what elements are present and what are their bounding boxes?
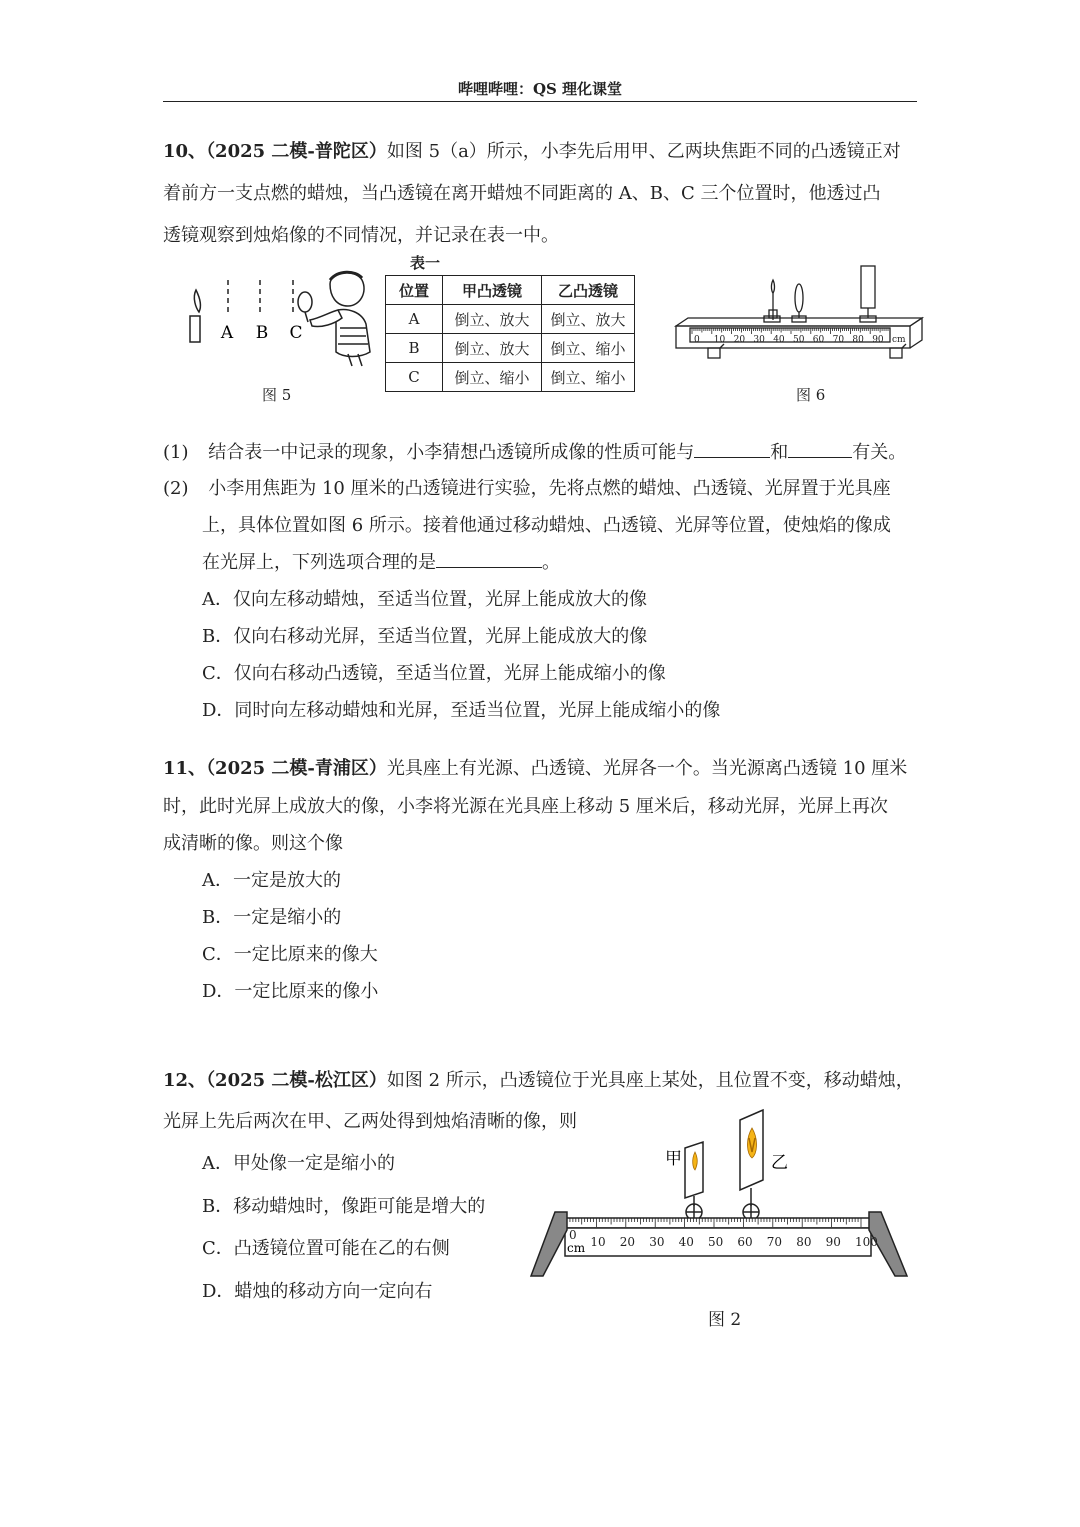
q12-option-c[interactable]: C．凸透镜位置可能在乙的右侧 (202, 1238, 450, 1259)
table1 (385, 275, 635, 392)
q10-sub2-text-3a: 在光屏上，下列选项合理的是 (202, 552, 436, 573)
fig5-caption: 图 5 (262, 386, 292, 404)
table-row (386, 305, 635, 334)
table-cell: 倒立、缩小 (443, 363, 542, 392)
q11-text-1: 光具座上有光源、凸透镜、光屏各一个。当光源离凸透镜 10 厘米 (386, 758, 908, 779)
fig2-ruler-label: 60 (737, 1235, 753, 1249)
fig6-ruler-label: 80 (852, 335, 864, 345)
fig5-label-b: B (255, 323, 269, 343)
table1-header-cell: 乙凸透镜 (542, 276, 635, 305)
q12-line2: 光屏上先后两次在甲、乙两处得到烛焰清晰的像，则 (163, 1111, 577, 1132)
fig2-ruler-label: 30 (649, 1235, 665, 1249)
table-cell: 倒立、缩小 (542, 363, 635, 392)
fig2-ruler-label: 40 (678, 1235, 694, 1249)
q10-line3: 透镜观察到烛焰像的不同情况，并记录在表一中。 (163, 225, 559, 246)
table-cell: 倒立、放大 (443, 305, 542, 334)
q12-line1 (163, 1060, 914, 1102)
q10-sub2-label: (2) (163, 478, 189, 499)
q11-option-a[interactable]: A．一定是放大的 (202, 870, 341, 891)
fig6-ruler-label: 70 (832, 335, 845, 345)
q10-sub2-line1 (163, 468, 891, 510)
fig2-ruler-label: 80 (796, 1235, 812, 1249)
fig6-ruler-label: cm (892, 335, 906, 345)
q10-sub2-line2: 上，具体位置如图 6 所示。接着他通过移动蜡烛、凸透镜、光屏等位置，使烛焰的像成 (202, 515, 891, 536)
q12-option-a[interactable]: A．甲处像一定是缩小的 (202, 1153, 395, 1174)
table-cell: 倒立、放大 (542, 305, 635, 334)
q10-sub2-text-1: 小李用焦距为 10 厘米的凸透镜进行实验，先将点燃的蜡烛、凸透镜、光屏置于光具座 (208, 478, 891, 499)
q10-option-c[interactable]: C．仅向右移动凸透镜，至适当位置，光屏上能成缩小的像 (202, 663, 666, 684)
table1-header-cell: 位置 (386, 276, 443, 305)
candle-icon (190, 316, 200, 342)
q12-text-1: 如图 2 所示，凸透镜位于光具座上某处，且位置不变，移动蜡烛， (386, 1070, 914, 1091)
fig5-label-c: C (289, 323, 303, 343)
table-cell: 倒立、放大 (443, 334, 542, 363)
fig2-unit: cm (567, 1241, 586, 1255)
q11-option-b[interactable]: B．一定是缩小的 (202, 907, 342, 928)
q11-line2: 时，此时光屏上成放大的像，小李将光源在光具座上移动 5 厘米后，移动光屏，光屏上再次 (163, 796, 888, 817)
answer-blank-2[interactable] (788, 437, 852, 458)
table1-header-cell: 甲凸透镜 (443, 276, 542, 305)
q10-sub1-text-b: 和 (770, 442, 789, 463)
fig2-ruler-label: 0 (569, 1228, 577, 1242)
q12-option-d[interactable]: D．蜡烛的移动方向一定向右 (202, 1281, 433, 1302)
fig2-ruler-label: 50 (708, 1235, 724, 1249)
fig6-ruler-label: 0 (694, 335, 700, 345)
table-row (386, 334, 635, 363)
fig2-ruler-label: 100 (855, 1235, 878, 1249)
fig6-ruler (692, 328, 890, 334)
fig6-ruler-label: 60 (812, 335, 825, 345)
table-cell: A (386, 305, 443, 334)
table1-title: 表一 (410, 254, 441, 272)
fig2-ruler-label: 90 (825, 1235, 841, 1249)
convex-lens-icon (795, 284, 803, 312)
fig6-ruler-label: 90 (872, 335, 884, 345)
q11-option-d[interactable]: D．一定比原来的像小 (202, 981, 379, 1002)
fig2-ruler-label: 10 (590, 1235, 606, 1249)
fig2-caption: 图 2 (708, 1310, 742, 1330)
candle-flame-icon (194, 290, 200, 312)
q10-sub2-line3 (202, 542, 560, 584)
q11-option-c[interactable]: C．一定比原来的像大 (202, 944, 378, 965)
table-cell: 倒立、缩小 (542, 334, 635, 363)
q10-option-d[interactable]: D．同时向左移动蜡烛和光屏，至适当位置，光屏上能成缩小的像 (202, 700, 721, 721)
screen-jia-icon (685, 1142, 703, 1198)
q10-number: 10、 (163, 141, 207, 162)
q10-sub2-text-3b: 。 (542, 552, 560, 573)
q10-sub1-text-c: 有关。 (852, 442, 907, 463)
q11-line3: 成清晰的像。则这个像 (163, 833, 343, 854)
q11-line1 (163, 748, 907, 790)
q11-number: 11、 (163, 758, 207, 779)
q12-option-b[interactable]: B．移动蜡烛时，像距可能是增大的 (202, 1196, 486, 1217)
q10-option-b[interactable]: B．仅向右移动光屏，至适当位置，光屏上能成放大的像 (202, 626, 648, 647)
figure-5 (180, 262, 380, 372)
table-cell: B (386, 334, 443, 363)
q10-sub1-text-a: 结合表一中记录的现象，小李猜想凸透镜所成像的性质可能与 (208, 442, 695, 463)
candle-flame-icon (771, 280, 774, 293)
q10-text-1: 如图 5（a）所示，小李先后用甲、乙两块焦距不同的凸透镜正对 (386, 141, 901, 162)
fig6-ruler-label: 30 (753, 335, 765, 345)
page-header: 哔哩哔哩：QS 理化课堂 (457, 80, 623, 98)
table-row (386, 363, 635, 392)
q10-sub1-label: (1) (163, 442, 189, 463)
fig6-ruler-label: 50 (793, 335, 805, 345)
q10-source: （2025 二模-普陀区） (206, 141, 387, 162)
person-with-lens-icon (298, 272, 370, 366)
table-cell: C (386, 363, 443, 392)
figure-2 (525, 1100, 915, 1290)
q10-line1 (163, 131, 901, 173)
q12-number: 12、 (163, 1070, 207, 1091)
fig2-ruler-label: 20 (619, 1235, 636, 1249)
fig6-ruler-label: 40 (773, 335, 785, 345)
answer-blank-1[interactable] (694, 437, 770, 458)
q11-source: （2025 二模-青浦区） (206, 758, 387, 779)
q12-source: （2025 二模-松江区） (206, 1070, 387, 1091)
fig2-ruler-label: 70 (766, 1235, 783, 1249)
q10-line2: 着前方一支点燃的蜡烛，当凸透镜在离开蜡烛不同距离的 A、B、C 三个位置时，他透过凸 (163, 183, 881, 204)
q10-option-a[interactable]: A．仅向左移动蜡烛，至适当位置，光屏上能成放大的像 (202, 589, 647, 610)
fig6-ruler-labels (694, 335, 906, 345)
fig6-ruler-label: 20 (733, 335, 746, 345)
label-jia: 甲 (665, 1149, 682, 1169)
answer-blank-3[interactable] (436, 547, 542, 568)
figure-6 (672, 262, 927, 372)
fig6-caption: 图 6 (796, 386, 826, 404)
header-rule (163, 101, 917, 102)
table1-header-row (386, 276, 635, 305)
light-screen-icon (861, 266, 875, 308)
fig5-label-a: A (220, 323, 234, 343)
label-yi: 乙 (771, 1153, 788, 1173)
fig6-ruler-label: 10 (713, 335, 726, 345)
